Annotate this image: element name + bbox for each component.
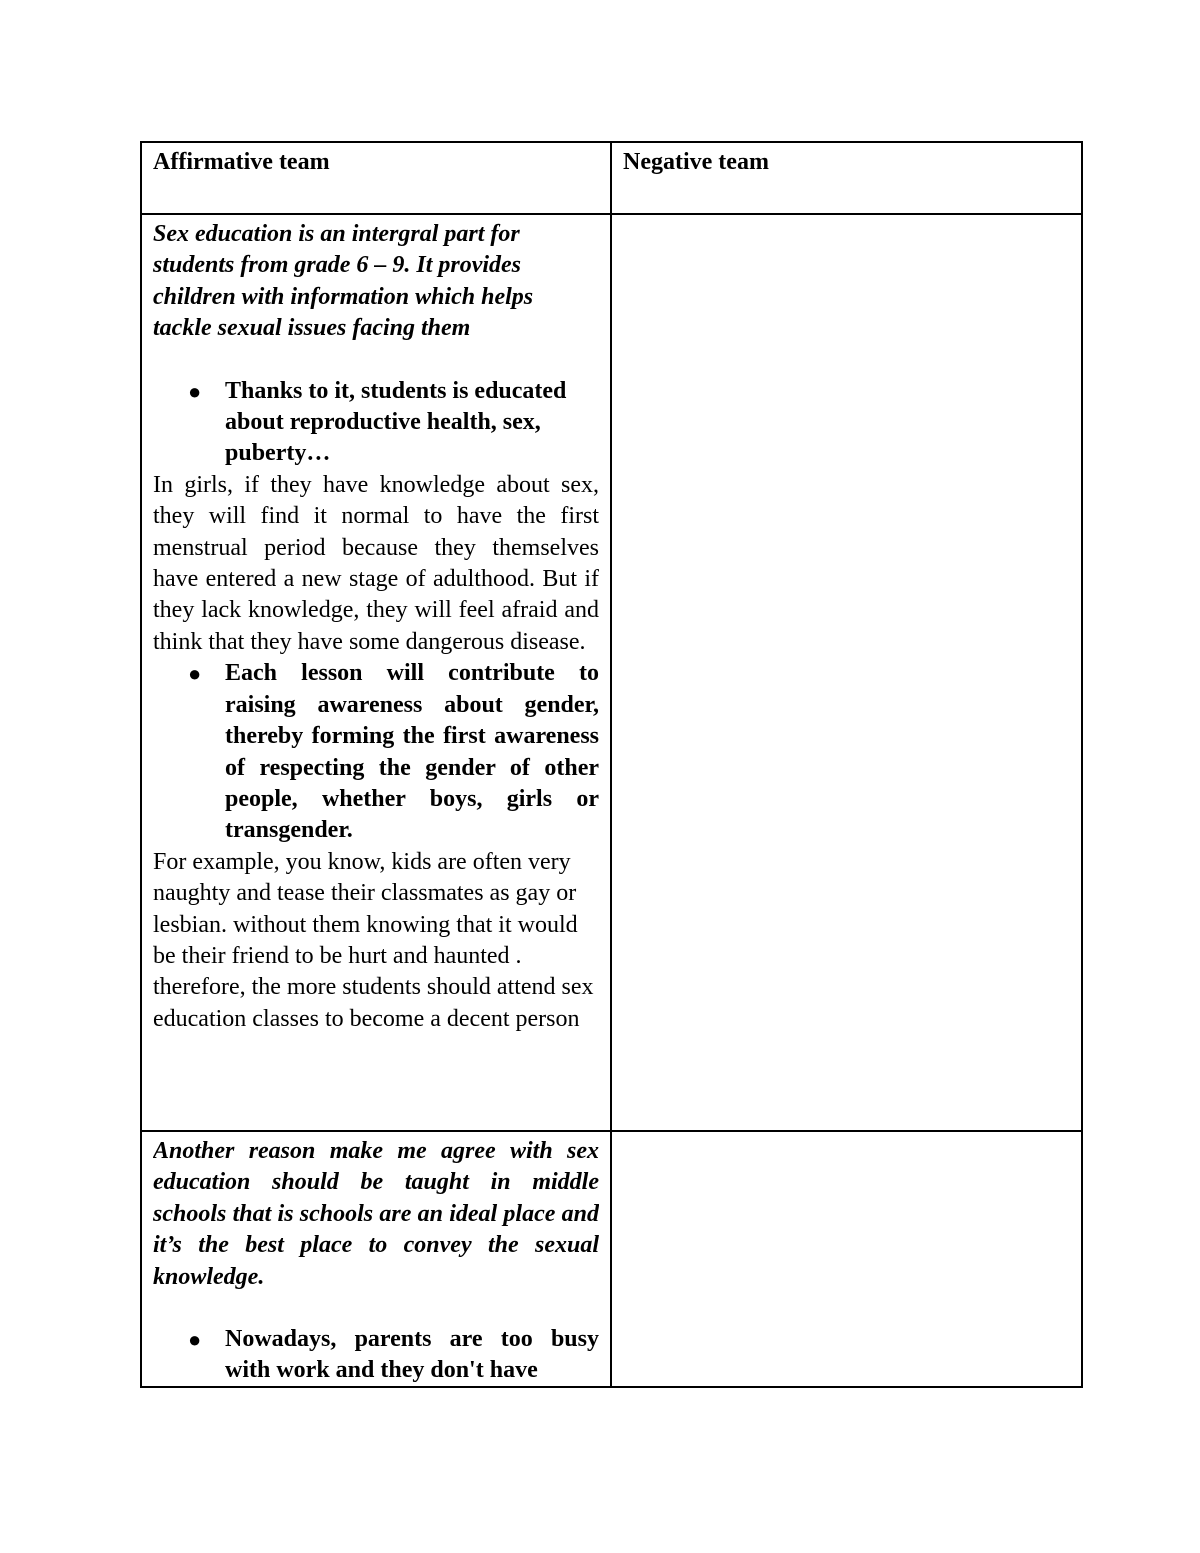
spacer: [153, 345, 599, 376]
debate-table: [140, 141, 1083, 1388]
spacer: [153, 1293, 599, 1324]
bullet-text: Thanks to it, students is educated about reproductive health, sex, puberty…: [225, 377, 567, 467]
bullet-icon: ●: [188, 1327, 202, 1353]
cell-content: [153, 1136, 599, 1386]
claim-text: Another reason make me agree with sex education should be taught in middle schools that is schools are an ideal place and it’s the best place to convey the sexual knowledge.: [153, 1138, 599, 1290]
table-row: [141, 214, 1082, 1131]
negative-cell: [611, 1131, 1082, 1387]
bullet-item: [188, 658, 599, 846]
negative-cell: [611, 214, 1082, 1131]
bullet-list: [153, 658, 599, 846]
affirmative-cell: [141, 1131, 611, 1387]
affirmative-team-header: Affirmative team: [141, 142, 611, 214]
bullet-icon: ●: [188, 378, 202, 404]
affirmative-cell: [141, 214, 611, 1131]
body-paragraph: In girls, if they have knowledge about sex, they will find it normal to have the first menstrual period because they themselves have entered a new stage of adulthood. But if they lack knowledge, they will feel afraid and think that they have some dangerous disease.: [153, 471, 599, 655]
bullet-list: [153, 1324, 599, 1386]
bullet-text: Nowadays, parents are too busy with work and they don't have: [225, 1326, 599, 1384]
bullet-icon: ●: [188, 661, 202, 687]
bullet-item: [188, 376, 599, 470]
body-paragraph: For example, you know, kids are often very naughty and tease their classmates as gay or lesbian. without them knowing that it would be their friend to be hurt and haunted . therefore, the more students should attend sex education classes to become a decent person: [153, 848, 594, 1032]
claim-text: Sex education is an intergral part for students from grade 6 – 9. It provides children with information which helps tackle sexual issues facing them: [153, 221, 534, 342]
bullet-text: Each lesson will contribute to raising awareness about gender, thereby forming the first awareness of respecting the gender of other people, whether boys, girls or transgender.: [225, 660, 599, 844]
negative-team-header: Negative team: [611, 142, 1082, 214]
bullet-list: [153, 376, 599, 470]
table-row: [141, 1131, 1082, 1387]
bullet-item: [188, 1324, 599, 1386]
table-header-row: [141, 142, 1082, 214]
